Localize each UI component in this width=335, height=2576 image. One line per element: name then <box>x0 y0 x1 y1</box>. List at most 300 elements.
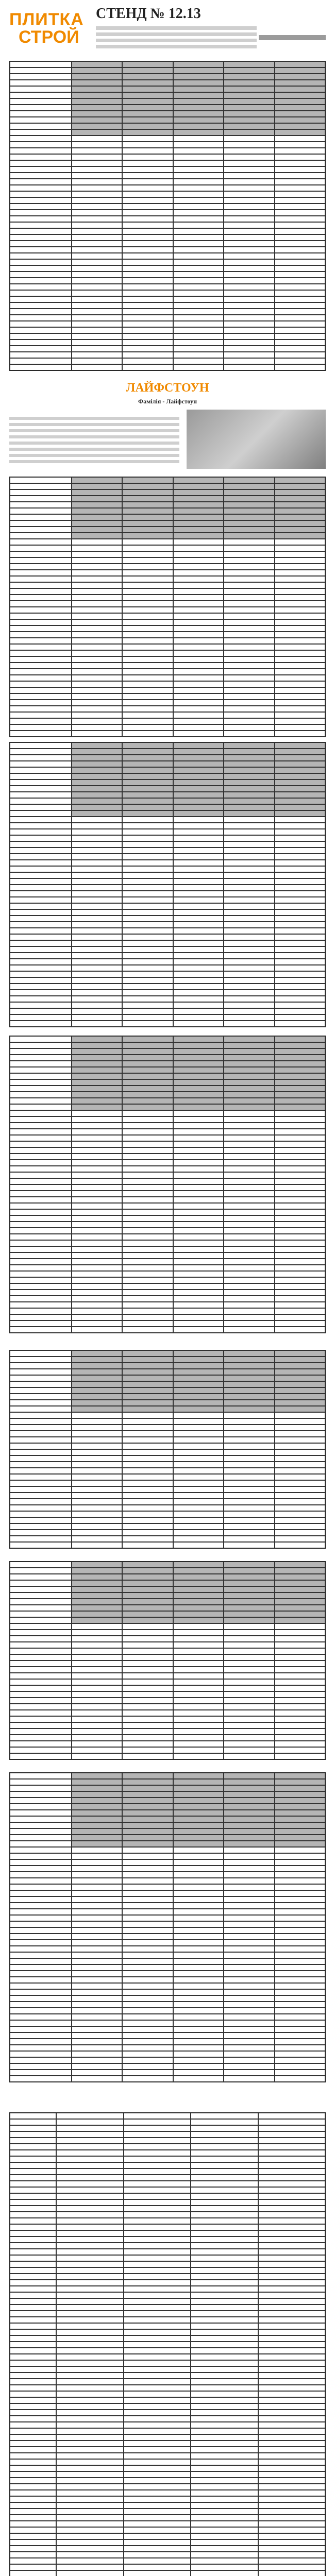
table-cell <box>72 1369 122 1375</box>
table-cell <box>224 786 274 792</box>
table-cell <box>224 632 274 638</box>
table-cell <box>122 1995 173 2002</box>
table-cell <box>275 854 325 860</box>
table-cell <box>10 866 72 872</box>
table-cell <box>122 1123 173 1129</box>
table-cell <box>173 321 224 327</box>
table-cell <box>191 2348 258 2354</box>
table-cell <box>224 1722 274 1728</box>
table-cell <box>122 1568 173 1574</box>
table-cell <box>191 2539 258 2546</box>
table-cell <box>173 1611 224 1617</box>
table-cell <box>173 564 224 570</box>
table-cell <box>72 1691 122 1698</box>
table-cell <box>122 204 173 210</box>
table-cell <box>173 1314 224 1320</box>
lifestone-photo <box>187 410 326 469</box>
table-cell <box>124 2403 191 2410</box>
table-cell <box>275 1234 325 1240</box>
table-cell <box>124 2175 191 2181</box>
table-cell <box>10 1098 72 1104</box>
table-cell <box>173 1036 224 1042</box>
table-cell <box>275 823 325 829</box>
table-cell <box>275 718 325 724</box>
table-cell <box>173 1810 224 1816</box>
table-cell <box>72 1779 122 1785</box>
table-cell <box>122 154 173 160</box>
table-cell <box>72 965 122 971</box>
table-cell <box>10 959 72 965</box>
table-cell <box>173 1995 224 2002</box>
table-cell <box>72 996 122 1002</box>
table-cell <box>224 663 274 669</box>
table-cell <box>72 1283 122 1290</box>
table-cell <box>10 1014 72 1021</box>
table-cell <box>173 681 224 687</box>
table-cell <box>173 1958 224 1964</box>
table-cell <box>10 2187 56 2193</box>
table-cell <box>258 2168 326 2175</box>
table-cell <box>258 2187 326 2193</box>
table-cell <box>72 829 122 835</box>
table-cell <box>122 1574 173 1580</box>
table-cell <box>173 1042 224 1048</box>
table-cell <box>122 810 173 817</box>
table-cell <box>173 61 224 67</box>
table-cell <box>56 2162 124 2168</box>
table-cell <box>258 2478 326 2484</box>
table-cell <box>72 872 122 878</box>
table-cell <box>56 2385 124 2391</box>
table-cell <box>275 928 325 934</box>
table-cell <box>122 358 173 364</box>
table-cell <box>275 1271 325 1277</box>
table-cell <box>10 2515 56 2521</box>
table-cell <box>72 1952 122 1958</box>
table-cell <box>173 1536 224 1542</box>
table-cell <box>224 810 274 817</box>
table-cell <box>275 1203 325 1209</box>
table-cell <box>10 327 72 333</box>
table-cell <box>224 779 274 786</box>
table-cell <box>173 1350 224 1357</box>
table-cell <box>124 2150 191 2156</box>
table-cell <box>10 2298 56 2304</box>
table-cell <box>191 2243 258 2249</box>
table-cell <box>275 1983 325 1989</box>
table-cell <box>72 1791 122 1798</box>
table-cell <box>122 1215 173 1222</box>
table-cell <box>258 2131 326 2138</box>
table-cell <box>224 1691 274 1698</box>
table-cell <box>224 1147 274 1154</box>
table-cell <box>72 1073 122 1079</box>
table-cell <box>10 2138 56 2144</box>
table-cell <box>275 2020 325 2026</box>
table-cell <box>275 1431 325 1437</box>
table-cell <box>122 272 173 278</box>
table-cell <box>224 1474 274 1480</box>
table-cell <box>173 786 224 792</box>
table-cell <box>275 644 325 650</box>
table-cell <box>122 1381 173 1387</box>
table-cell <box>72 2008 122 2014</box>
table-cell <box>72 185 122 191</box>
table-cell <box>275 1160 325 1166</box>
table-cell <box>122 1810 173 1816</box>
table-cell <box>10 712 72 718</box>
table-cell <box>72 786 122 792</box>
table-cell <box>10 2403 56 2410</box>
table-cell <box>275 489 325 496</box>
table-cell <box>224 2057 274 2063</box>
table-cell <box>173 582 224 588</box>
table-cell <box>173 1014 224 1021</box>
table-cell <box>10 1853 72 1859</box>
table-cell <box>173 278 224 284</box>
table-cell <box>72 173 122 179</box>
table-cell <box>224 1927 274 1934</box>
table-cell <box>173 1369 224 1375</box>
table-cell <box>258 2416 326 2422</box>
table-cell <box>191 2570 258 2576</box>
table-cell <box>72 1574 122 1580</box>
table-cell <box>10 1036 72 1042</box>
table-cell <box>122 1296 173 1302</box>
table-cell <box>56 2292 124 2298</box>
table-cell <box>224 284 274 290</box>
table-cell <box>224 2002 274 2008</box>
table-cell <box>275 1791 325 1798</box>
table-cell <box>56 2471 124 2478</box>
table-cell <box>10 1271 72 1277</box>
table-cell <box>275 564 325 570</box>
table-cell <box>10 724 72 731</box>
table-cell <box>56 2317 124 2323</box>
table-cell <box>122 1599 173 1605</box>
table-cell <box>124 2478 191 2484</box>
table-cell <box>122 1480 173 1486</box>
table-cell <box>275 1810 325 1816</box>
product-table-5 <box>9 1350 326 1549</box>
table-cell <box>258 2199 326 2206</box>
table-cell <box>224 1517 274 1523</box>
table-cell <box>275 724 325 731</box>
table-cell <box>72 1381 122 1387</box>
address-line <box>96 45 257 48</box>
table-cell <box>173 241 224 247</box>
table-cell <box>56 2342 124 2348</box>
table-cell <box>275 1636 325 1642</box>
table-cell <box>122 1735 173 1741</box>
table-cell <box>122 1779 173 1785</box>
table-cell <box>122 148 173 154</box>
table-cell <box>173 1222 224 1228</box>
table-cell <box>173 1443 224 1449</box>
table-cell <box>224 1197 274 1203</box>
table-cell <box>191 2379 258 2385</box>
table-cell <box>191 2484 258 2490</box>
table-cell <box>191 2410 258 2416</box>
table-cell <box>275 1418 325 1425</box>
table-cell <box>72 284 122 290</box>
table-cell <box>122 1816 173 1822</box>
table-cell <box>122 1412 173 1418</box>
table-cell <box>72 1036 122 1042</box>
table-cell <box>72 1425 122 1431</box>
table-cell <box>224 1804 274 1810</box>
table-cell <box>10 2286 56 2292</box>
address-line <box>96 32 257 36</box>
rubber-tile-table <box>9 2112 326 2576</box>
table-cell <box>173 1320 224 1327</box>
table-cell <box>72 1890 122 1896</box>
table-cell <box>72 1387 122 1394</box>
table-cell <box>122 1468 173 1474</box>
table-cell <box>275 1055 325 1061</box>
product-table-2 <box>9 477 326 737</box>
table-cell <box>224 1586 274 1592</box>
table-cell <box>224 1215 274 1222</box>
table-cell <box>72 2076 122 2082</box>
table-cell <box>258 2292 326 2298</box>
table-cell <box>173 650 224 656</box>
table-cell <box>122 1104 173 1110</box>
table-cell <box>173 315 224 321</box>
table-cell <box>224 718 274 724</box>
table-cell <box>122 1042 173 1048</box>
table-cell <box>173 2045 224 2051</box>
table-cell <box>224 742 274 749</box>
table-cell <box>224 1412 274 1418</box>
table-cell <box>122 228 173 234</box>
table-cell <box>275 1222 325 1228</box>
table-cell <box>72 1314 122 1320</box>
table-cell <box>224 1946 274 1952</box>
table-cell <box>224 1536 274 1542</box>
table-cell <box>173 1934 224 1940</box>
table-cell <box>224 1872 274 1878</box>
table-cell <box>10 1296 72 1302</box>
table-cell <box>173 1779 224 1785</box>
table-cell <box>122 1308 173 1314</box>
table-cell <box>122 595 173 601</box>
table-cell <box>275 228 325 234</box>
table-cell <box>122 1394 173 1400</box>
table-cell <box>173 1147 224 1154</box>
table-cell <box>173 74 224 80</box>
table-cell <box>56 2410 124 2416</box>
table-cell <box>224 576 274 582</box>
table-cell <box>10 669 72 675</box>
table-cell <box>122 1135 173 1141</box>
table-cell <box>56 2360 124 2366</box>
table-cell <box>10 1375 72 1381</box>
table-cell <box>224 798 274 804</box>
table-cell <box>275 2063 325 2070</box>
table-cell <box>72 1116 122 1123</box>
table-cell <box>124 2515 191 2521</box>
table-cell <box>122 333 173 340</box>
table-cell <box>275 1816 325 1822</box>
table-cell <box>275 1773 325 1779</box>
table-cell <box>191 2261 258 2267</box>
table-cell <box>224 1698 274 1704</box>
table-cell <box>72 650 122 656</box>
table-cell <box>224 916 274 922</box>
table-cell <box>191 2496 258 2502</box>
table-cell <box>224 1679 274 1685</box>
table-cell <box>173 527 224 533</box>
table-cell <box>275 1804 325 1810</box>
table-cell <box>122 1172 173 1178</box>
table-cell <box>10 2175 56 2181</box>
table-cell <box>258 2138 326 2144</box>
table-cell <box>275 1296 325 1302</box>
table-cell <box>10 1462 72 1468</box>
table-cell <box>122 1277 173 1283</box>
table-cell <box>10 928 72 934</box>
table-cell <box>275 1252 325 1259</box>
table-cell <box>173 290 224 296</box>
table-cell <box>224 253 274 259</box>
table-cell <box>258 2397 326 2403</box>
table-cell <box>258 2533 326 2539</box>
table-cell <box>122 216 173 222</box>
table-cell <box>122 1110 173 1116</box>
table-cell <box>10 508 72 514</box>
table-cell <box>191 2280 258 2286</box>
table-cell <box>275 1673 325 1679</box>
table-cell <box>122 1716 173 1722</box>
table-cell <box>10 1412 72 1418</box>
table-cell <box>258 2564 326 2570</box>
table-cell <box>275 185 325 191</box>
table-cell <box>173 191 224 197</box>
product-table-3 <box>9 742 326 1027</box>
table-cell <box>224 817 274 823</box>
table-cell <box>224 489 274 496</box>
table-cell <box>72 1246 122 1252</box>
table-cell <box>275 1946 325 1952</box>
table-cell <box>122 545 173 551</box>
table-cell <box>124 2471 191 2478</box>
table-cell <box>275 496 325 502</box>
table-cell <box>191 2564 258 2570</box>
table-cell <box>173 1110 224 1116</box>
table-cell <box>56 2323 124 2329</box>
table-cell <box>224 613 274 619</box>
table-cell <box>122 1178 173 1184</box>
table-cell <box>10 860 72 866</box>
table-cell <box>56 2502 124 2509</box>
table-cell <box>10 173 72 179</box>
table-cell <box>122 92 173 98</box>
table-cell <box>122 197 173 204</box>
table-cell <box>224 1798 274 1804</box>
table-cell <box>122 2063 173 2070</box>
table-cell <box>224 1903 274 1909</box>
table-cell <box>122 1474 173 1480</box>
table-cell <box>122 98 173 105</box>
table-cell <box>258 2527 326 2533</box>
table-cell <box>10 502 72 508</box>
table-cell <box>72 80 122 86</box>
table-cell <box>72 1542 122 1548</box>
table-cell <box>224 508 274 514</box>
table-cell <box>224 1271 274 1277</box>
table-cell <box>72 92 122 98</box>
table-cell <box>275 835 325 841</box>
table-cell <box>173 1654 224 1660</box>
table-cell <box>72 148 122 154</box>
table-cell <box>173 731 224 737</box>
table-cell <box>10 1172 72 1178</box>
table-cell <box>72 767 122 773</box>
header-meta <box>96 6 326 51</box>
table-cell <box>124 2546 191 2552</box>
table-cell <box>275 210 325 216</box>
table-cell <box>258 2274 326 2280</box>
table-cell <box>72 1747 122 1753</box>
table-cell <box>56 2509 124 2515</box>
table-cell <box>224 1002 274 1008</box>
table-cell <box>10 2119 56 2125</box>
table-cell <box>10 1835 72 1841</box>
table-cell <box>72 61 122 67</box>
table-cell <box>224 1890 274 1896</box>
table-cell <box>122 891 173 897</box>
table-cell <box>72 823 122 829</box>
table-cell <box>224 272 274 278</box>
table-cell <box>72 1437 122 1443</box>
table-cell <box>224 1728 274 1735</box>
table-cell <box>10 2391 56 2397</box>
table-cell <box>173 1685 224 1691</box>
table-cell <box>124 2261 191 2267</box>
table-cell <box>173 259 224 265</box>
table-cell <box>275 1474 325 1480</box>
table-cell <box>122 1927 173 1934</box>
table-cell <box>72 1400 122 1406</box>
table-cell <box>10 80 72 86</box>
table-cell <box>275 1449 325 1455</box>
table-cell <box>173 1086 224 1092</box>
table-cell <box>275 1511 325 1517</box>
table-cell <box>224 990 274 996</box>
table-cell <box>275 1265 325 1271</box>
table-cell <box>224 346 274 352</box>
table-cell <box>10 773 72 779</box>
table-cell <box>56 2113 124 2119</box>
table-cell <box>10 1636 72 1642</box>
table-cell <box>10 1536 72 1542</box>
table-cell <box>56 2212 124 2218</box>
table-cell <box>124 2533 191 2539</box>
table-cell <box>191 2335 258 2342</box>
table-cell <box>275 632 325 638</box>
table-cell <box>224 1104 274 1110</box>
table-cell <box>10 241 72 247</box>
table-cell <box>10 1160 72 1166</box>
table-cell <box>10 123 72 129</box>
table-cell <box>10 2243 56 2249</box>
table-cell <box>275 1014 325 1021</box>
table-cell <box>122 551 173 557</box>
table-cell <box>191 2249 258 2255</box>
table-cell <box>275 154 325 160</box>
table-cell <box>275 1425 325 1431</box>
